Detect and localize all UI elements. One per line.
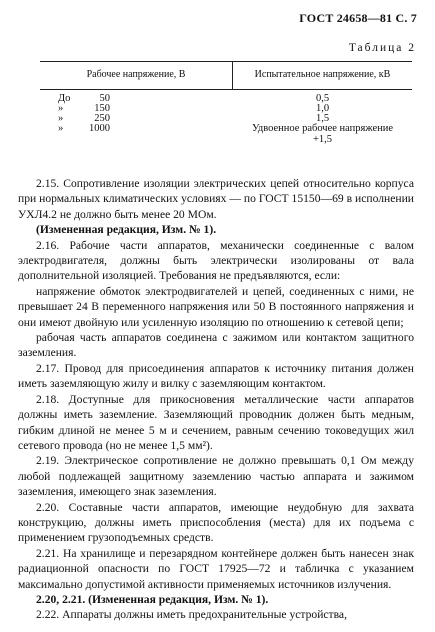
row-prefix: » [58, 113, 64, 124]
paragraph-2-16: 2.16. Рабочие части аппаратов, механически соединенные с валом электродвигателя, должны быть электрически изолированы от вала дополнительной изоляцией. Требования не предъявляются, если: [18, 238, 414, 283]
paragraph-2-17: 2.17. Провод для присоединения аппаратов к источнику питания должен иметь заземляющую жилу и вилку с заземляющим контактом. [18, 361, 414, 391]
amendment-note: (Измененная редакция, Изм. № 1). [36, 223, 217, 237]
row-working-voltage: 150 [94, 103, 110, 114]
table-header-working-voltage: Рабочее напряжение, В [86, 69, 186, 80]
row-working-voltage: 50 [99, 93, 110, 104]
table-header-test-voltage: Испытательное напряжение, кВ [254, 69, 391, 80]
row-test-voltage: 1,5 [315, 113, 330, 124]
amendment-note: 2.20, 2.21. (Измененная редакция, Изм. № 1). [36, 592, 269, 606]
table-row [40, 124, 412, 134]
page-header: ГОСТ 24658—81 С. 7 [299, 11, 417, 25]
paragraph-2-16-condition-voltage: напряжение обмоток электродвигателей и цепей, соединенных с ними, не превышает 24 В переменного напряжения или 50 В постоянного напряжения и они имеют двойную или усиленную изоляцию по отношению к сетевой цепи; [18, 284, 414, 329]
row-test-voltage: 0,5 [315, 93, 330, 104]
document-body [18, 176, 414, 623]
row-working-voltage: 1000 [89, 123, 110, 134]
row-working-voltage: 250 [94, 113, 110, 124]
row-prefix: » [58, 123, 64, 134]
row-prefix: До [58, 93, 71, 104]
table-header-rule [40, 89, 412, 90]
table-row [40, 135, 412, 145]
row-test-voltage: +1,5 [312, 134, 333, 145]
table-label: Таблица 2 [348, 42, 416, 54]
paragraph-2-15: 2.15. Сопротивление изоляции электрических цепей относительно корпуса при нормальных климатических условиях — по ГОСТ 15150—69 в исполнении УХЛ4.2 не должно быть менее 20 МОм. [18, 177, 414, 221]
paragraph-2-22: 2.22. Аппараты должны иметь предохранительные устройства, [36, 608, 347, 622]
paragraph-2-20: 2.20. Составные части аппаратов, имеющие неудобную для захвата конструкцию, должны иметь приспособления (места) для их подъема с применением грузоподъемных средств. [18, 500, 414, 545]
table-top-rule [40, 61, 412, 62]
row-prefix: » [58, 103, 64, 114]
row-test-voltage: Удвоенное рабочее напряжение [251, 123, 394, 134]
paragraph-2-16-condition-grounding: рабочая часть аппаратов соединена с зажимом или контактом защитного заземления. [18, 331, 414, 360]
row-test-voltage: 1,0 [315, 103, 330, 114]
paragraph-2-18: 2.18. Доступные для прикосновения металлические части аппаратов должны иметь заземление. Заземляющий проводник должен быть медным, гибким длиной не менее 5 м и сечением, равным сечению токоведущих жил сетевого провода (но не менее 1,5 мм²). [18, 392, 414, 452]
paragraph-2-19: 2.19. Электрическое сопротивление не должно превышать 0,1 Ом между любой подлежащей защитному заземлению частью аппарата и зажимом заземления, имеющего знак заземления. [18, 454, 414, 499]
paragraph-2-21: 2.21. На хранилище и перезарядном контейнере должен быть нанесен знак радиационной опасности по ГОСТ 17925—72 и табличка с указанием максимально допустимой активности применяемых источников излучения. [18, 546, 414, 591]
